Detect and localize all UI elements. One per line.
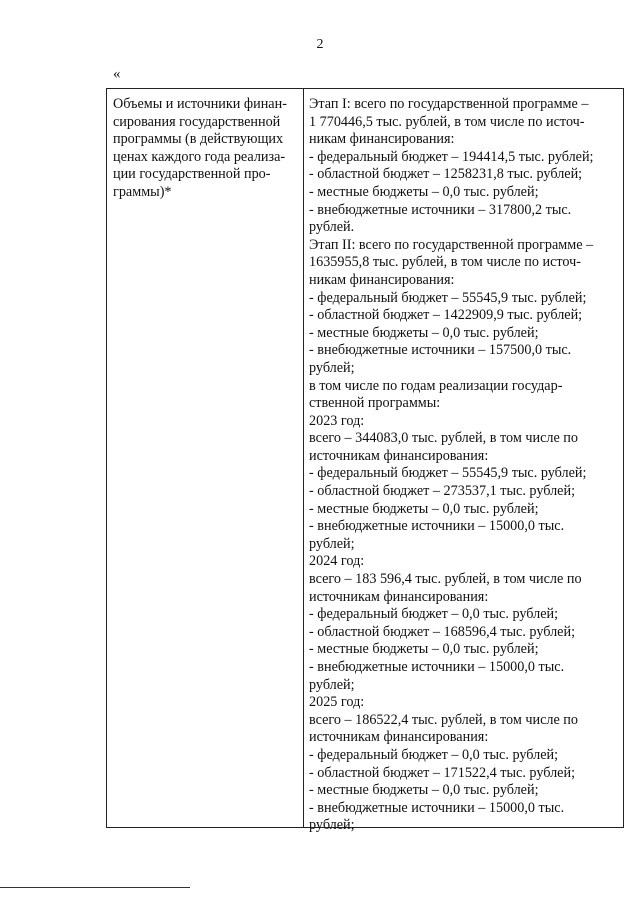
funding-detail-line: - областной бюджет – 171522,4 тыс. рублей; — [309, 764, 576, 781]
funding-details-cell — [309, 96, 621, 835]
funding-detail-line: источникам финансирования: — [309, 588, 489, 605]
funding-detail-line: 2025 год: — [309, 694, 365, 711]
page-number: 2 — [316, 37, 324, 52]
funding-detail-line: никам финансирования: — [309, 271, 455, 288]
funding-detail-line: 1 770446,5 тыс. рублей, в том числе по источ- — [309, 113, 585, 130]
funding-label-line: ценах каждого года реализа- — [113, 148, 286, 165]
funding-detail-line: Этап I: всего по государственной программе – — [309, 96, 589, 112]
funding-detail-line: рублей; — [309, 676, 355, 693]
funding-detail-line: - местные бюджеты – 0,0 тыс. рублей; — [309, 641, 539, 658]
funding-detail-line: 2023 год: — [309, 412, 365, 429]
funding-detail-line: рублей; — [309, 359, 355, 376]
funding-detail-line: - внебюджетные источники – 317800,2 тыс. — [309, 201, 572, 218]
funding-detail-line: ственной программы: — [309, 395, 441, 412]
funding-label-line: Объемы и источники финан- — [113, 96, 287, 112]
funding-detail-line: - федеральный бюджет – 0,0 тыс. рублей; — [309, 606, 559, 623]
funding-detail-line: в том числе по годам реализации государ- — [309, 377, 563, 394]
column-divider — [303, 89, 304, 827]
opening-quote-mark: « — [113, 66, 121, 82]
funding-detail-line: - областной бюджет – 1258231,8 тыс. рублей; — [309, 166, 583, 183]
funding-detail-line: - внебюджетные источники – 157500,0 тыс. — [309, 342, 572, 359]
funding-label-line: программы (в действующих — [113, 131, 284, 148]
funding-detail-line: Этап II: всего по государственной программе – — [309, 236, 594, 253]
funding-detail-line: - областной бюджет – 168596,4 тыс. рублей; — [309, 623, 576, 640]
funding-label-line: ции государственной про- — [113, 166, 271, 183]
funding-detail-line: никам финансирования: — [309, 131, 455, 148]
funding-detail-line: всего – 344083,0 тыс. рублей, в том числе по — [309, 430, 578, 447]
funding-detail-line: всего – 186522,4 тыс. рублей, в том числе по — [309, 711, 578, 728]
funding-detail-line: рублей. — [309, 219, 355, 236]
funding-detail-line: - внебюджетные источники – 15000,0 тыс. — [309, 799, 565, 816]
funding-label-cell — [113, 96, 297, 202]
funding-detail-line: - федеральный бюджет – 194414,5 тыс. рублей; — [309, 148, 594, 165]
funding-detail-line: - федеральный бюджет – 55545,9 тыс. рублей; — [309, 289, 587, 306]
funding-detail-line: - местные бюджеты – 0,0 тыс. рублей; — [309, 183, 539, 200]
funding-detail-line: - областной бюджет – 273537,1 тыс. рублей; — [309, 483, 576, 500]
funding-detail-line: - внебюджетные источники – 15000,0 тыс. — [309, 518, 565, 535]
funding-detail-line: - федеральный бюджет – 0,0 тыс. рублей; — [309, 746, 559, 763]
funding-detail-line: - областной бюджет – 1422909,9 тыс. рублей; — [309, 307, 583, 324]
funding-detail-line: рублей; — [309, 817, 355, 834]
funding-detail-line: - местные бюджеты – 0,0 тыс. рублей; — [309, 782, 539, 799]
funding-detail-line: рублей; — [309, 535, 355, 552]
funding-detail-line: - местные бюджеты – 0,0 тыс. рублей; — [309, 500, 539, 517]
funding-detail-line: источникам финансирования: — [309, 447, 489, 464]
funding-detail-line: - внебюджетные источники – 15000,0 тыс. — [309, 659, 565, 675]
funding-label-line: граммы)* — [113, 183, 172, 200]
funding-detail-line: - местные бюджеты – 0,0 тыс. рублей; — [309, 324, 539, 341]
funding-detail-line: 2024 год: — [309, 553, 365, 570]
funding-detail-line: 1635955,8 тыс. рублей, в том числе по источ- — [309, 254, 581, 271]
funding-table — [106, 88, 624, 834]
funding-label-line: сирования государственной — [113, 113, 281, 130]
funding-detail-line: - федеральный бюджет – 55545,9 тыс. рублей; — [309, 465, 587, 482]
funding-detail-line: источникам финансирования: — [309, 729, 489, 746]
bottom-rule — [0, 887, 190, 888]
funding-detail-line: всего – 183 596,4 тыс. рублей, в том числе по — [309, 571, 582, 588]
